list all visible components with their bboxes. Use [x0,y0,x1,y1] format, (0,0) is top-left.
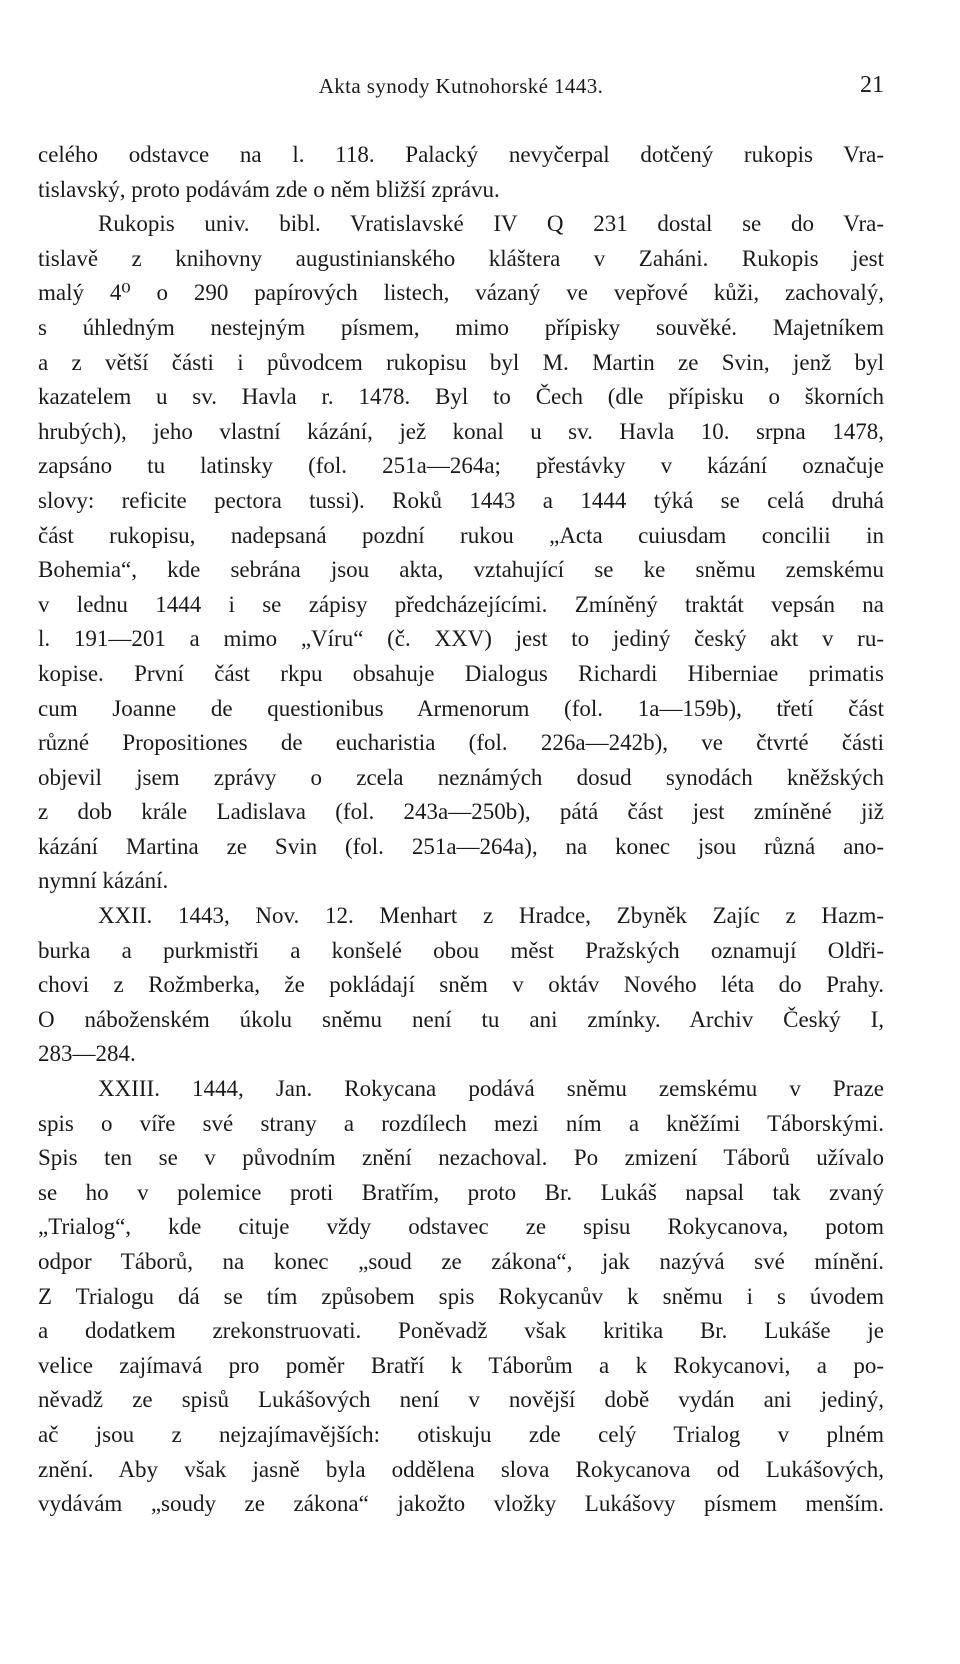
page-number: 21 [860,72,884,98]
text-line: burka a purkmistři a konšelé obou měst Pražských oznamují Oldři- [38,937,884,963]
text-line: znění. Aby však jasně byla oddělena slova Rokycanova od Lukášových, [38,1456,884,1482]
text-line: z dob krále Ladislava (fol. 243a—250b), pátá část jest zmíněné již [38,799,884,825]
text-line: kopise. První část rkpu obsahuje Dialogus Richardi Hiberniae primatis [38,660,884,686]
text-line: O náboženském úkolu sněmu není tu ani zmínky. Archiv Český I, [38,1006,884,1032]
text-line: cum Joanne de questionibus Armenorum (fol. 1a—159b), třetí část [38,695,884,721]
text-line: slovy: reficite pectora tussi). Roků 1443 a 1444 týká se celá druhá [38,487,884,513]
text-line: velice zajímavá pro poměr Bratří k Táborům a k Rokycanovi, a po- [38,1352,884,1378]
text-line: Spis ten se v původním znění nezachoval. Po zmizení Táborů užívalo [38,1145,884,1171]
text-line: malý 4⁰ o 290 papírových listech, vázaný ve vepřové kůži, zachovalý, [38,280,884,306]
text-line: něvadž ze spisů Lukášových není v novější době vydán ani jediný, [38,1387,884,1413]
text-line: Bohemia“, kde sebrána jsou akta, vztahující se ke sněmu zemskému [38,557,884,583]
text-line: s úhledným nestejným písmem, mimo přípisky souvěké. Majetníkem [38,314,884,340]
text-line: chovi z Rožmberka, že pokládají sněm v oktáv Nového léta do Prahy. [38,972,884,998]
text-line: l. 191—201 a mimo „Víru“ (č. XXV) jest to jediný český akt v ru- [38,626,884,652]
text-line: různé Propositiones de eucharistia (fol. 226a—242b), ve čtvrté části [38,730,884,756]
body-text [38,138,884,1522]
text-line: vydávám „soudy ze zákona“ jakožto vložky Lukášovy písmem menším. [38,1491,884,1517]
text-line: spis o víře své strany a rozdílech mezi ním a kněžími Táborskými. [38,1110,884,1136]
text-line: hrubých), jeho vlastní kázání, jež konal u sv. Havla 10. srpna 1478, [38,418,884,444]
text-line: objevil jsem zprávy o zcela neznámých dosud synodách kněžských [38,764,884,790]
text-line: a dodatkem zrekonstruovati. Poněvadž však kritika Br. Lukáše je [38,1318,884,1344]
running-title: Akta synody Kutnohorské 1443. [318,74,604,98]
text-line: Rukopis univ. bibl. Vratislavské IV Q 231 dostal se do Vra- [98,211,884,237]
text-line: 283—284. [38,1041,136,1067]
text-line: nymní kázání. [38,868,169,894]
text-line: „Trialog“, kde cituje vždy odstavec ze spisu Rokycanova, potom [38,1214,884,1240]
text-line: se ho v polemice proti Bratřím, proto Br. Lukáš napsal tak zvaný [38,1179,884,1205]
running-head [38,72,884,104]
text-line: v lednu 1444 i se zápisy předcházejícími. Zmíněný traktát vepsán na [38,591,884,617]
text-line: a z větší části i původcem rukopisu byl M. Martin ze Svin, jenž byl [38,349,884,375]
text-line: tislavský, proto podávám zde o něm bližší zprávu. [38,176,500,202]
text-line: zapsáno tu latinsky (fol. 251a—264a; přestávky v kázání označuje [38,453,884,479]
text-line: tislavě z knihovny augustinianského kláštera v Zaháni. Rukopis jest [38,245,884,271]
text-line: XXIII. 1444, Jan. Rokycana podává sněmu zemskému v Praze [98,1076,884,1102]
text-line: XXII. 1443, Nov. 12. Menhart z Hradce, Zbyněk Zajíc z Hazm- [98,903,884,929]
text-line: kazatelem u sv. Havla r. 1478. Byl to Čech (dle přípisku o škorních [38,384,884,410]
text-line: ač jsou z nejzajímavějších: otiskuju zde celý Trialog v plném [38,1421,884,1447]
text-line: celého odstavce na l. 118. Palacký nevyčerpal dotčený rukopis Vra- [38,142,884,167]
text-line: část rukopisu, nadepsaná pozdní rukou „Acta cuiusdam concilii in [38,522,884,548]
text-line: odpor Táborů, na konec „soud ze zákona“, jak nazývá své mínění. [38,1249,884,1274]
text-line: Z Trialogu dá se tím způsobem spis Rokycanův k sněmu i s úvodem [38,1283,884,1309]
text-line: kázání Martina ze Svin (fol. 251a—264a), na konec jsou různá ano- [38,833,884,859]
